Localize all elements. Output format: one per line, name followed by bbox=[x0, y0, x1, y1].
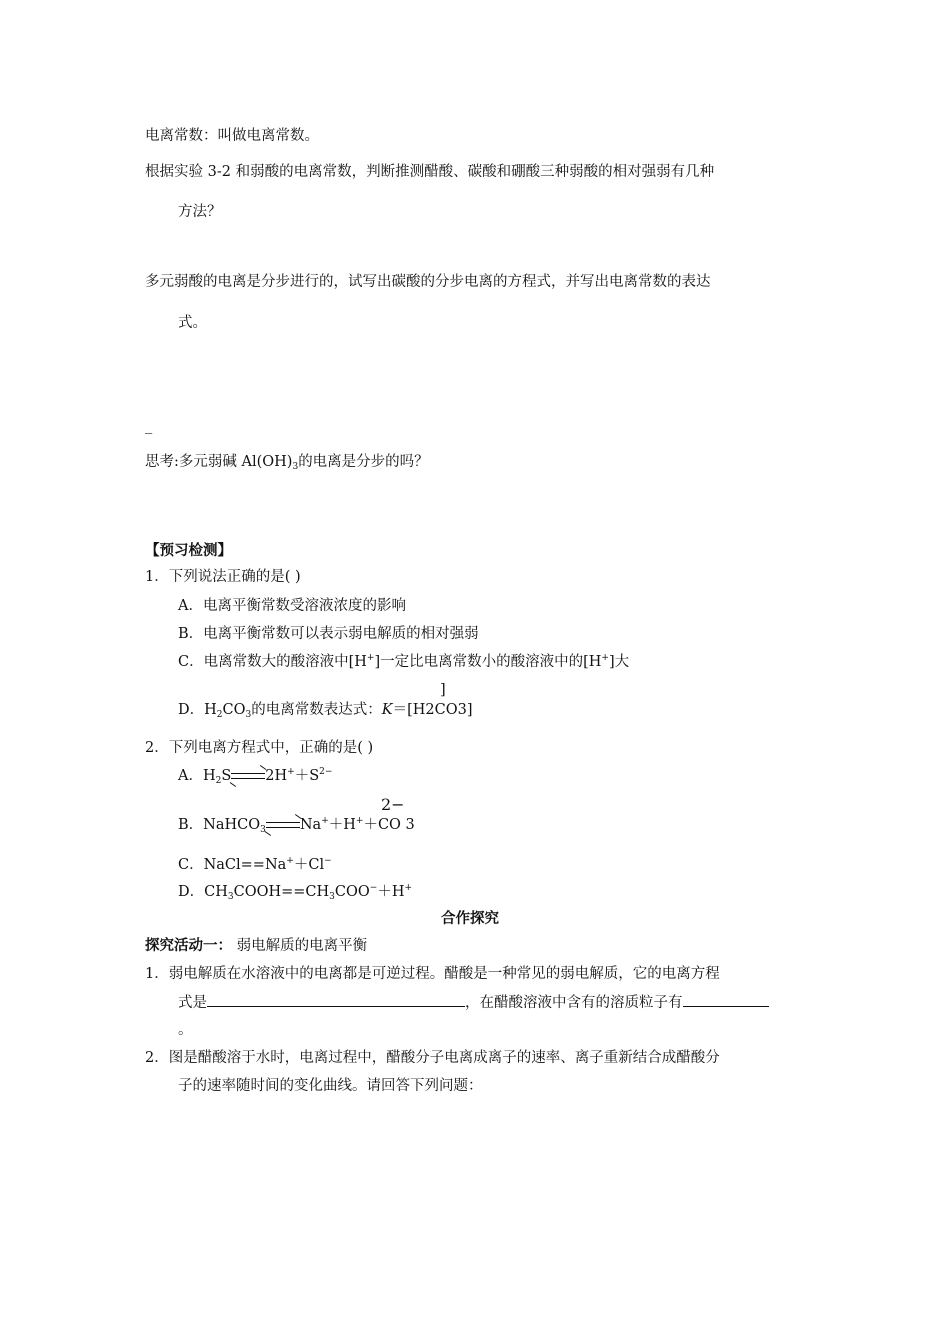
question-line-1-cont: 方法？ bbox=[178, 204, 222, 220]
reversible-arrow-icon bbox=[266, 819, 300, 831]
q1-option-b: B．电离平衡常数可以表示弱电解质的相对强弱 bbox=[178, 626, 479, 642]
q2-option-c: C．NaCl==Na+＋Cl− bbox=[178, 856, 332, 873]
preview-heading: 【预习检测】 bbox=[145, 543, 232, 559]
question-line-2-cont: 式。 bbox=[178, 315, 207, 331]
activity-heading: 探究活动一： 弱电解质的电离平衡 bbox=[145, 938, 368, 954]
activity-q1-line2: 式是 ，在醋酸溶液中含有的溶质粒子有 bbox=[178, 992, 769, 1013]
activity-q2-line1: 2．图是醋酸溶于水时，电离过程中，醋酸分子电离成离子的速率、离子重新结合成醋酸分 bbox=[145, 1050, 720, 1066]
fraction-bracket: ] bbox=[440, 682, 446, 698]
question-line-2: 多元弱酸的电离是分步进行的，试写出碳酸的分步电离的方程式，并写出电离常数的表达 bbox=[145, 274, 711, 290]
q1-option-d: D．$H_2CO_3$的电离常数表达式：K＝[H2CO3] bbox=[178, 702, 473, 720]
activity-q1-line3: 。 bbox=[178, 1022, 193, 1038]
think-question: 思考:多元弱碱 $Al(OH)_3$的电离是分步的吗？ bbox=[145, 454, 429, 472]
question-line-1: 根据实验 3-2 和弱酸的电离常数，判断推测醋酸、碳酸和硼酸三种弱酸的相对强弱有几种 bbox=[145, 164, 715, 180]
q1-option-a: A．电离平衡常数受溶液浓度的影响 bbox=[178, 598, 406, 614]
activity-q2-line2: 子的速率随时间的变化曲线。请回答下列问题： bbox=[178, 1078, 483, 1094]
answer-blank-particles[interactable] bbox=[683, 992, 769, 1007]
q2-option-a: A．$H_2S$ $2H^++S^{2-}$ bbox=[178, 767, 333, 786]
q2-option-d: D．$CH_3COOH==CH_3COO^-+H^+$ bbox=[178, 883, 413, 902]
q2-stem: 2．下列电离方程式中，正确的是( ) bbox=[145, 740, 374, 756]
reversible-arrow-icon bbox=[231, 770, 265, 782]
answer-blank-equation[interactable] bbox=[207, 992, 465, 1007]
q1-stem: 1．下列说法正确的是( ) bbox=[145, 569, 301, 585]
section-title: 合作探究 bbox=[441, 911, 499, 927]
ionization-constant-line: 电离常数：叫做电离常数。 bbox=[145, 128, 319, 144]
activity-q1-line1: 1．弱电解质在水溶液中的电离都是可逆过程。醋酸是一种常见的弱电解质，它的电离方程 bbox=[145, 966, 720, 982]
q1-option-c: C．电离常数大的酸溶液中[H+]一定比电离常数小的酸溶液中的[H+]大 bbox=[178, 653, 630, 670]
carbonate-charge: 2− bbox=[381, 795, 405, 814]
dash-mark: _ bbox=[145, 418, 153, 434]
q2-option-b: B．NaHCO$_3$ Na+＋H+＋CO 3 bbox=[178, 816, 415, 835]
